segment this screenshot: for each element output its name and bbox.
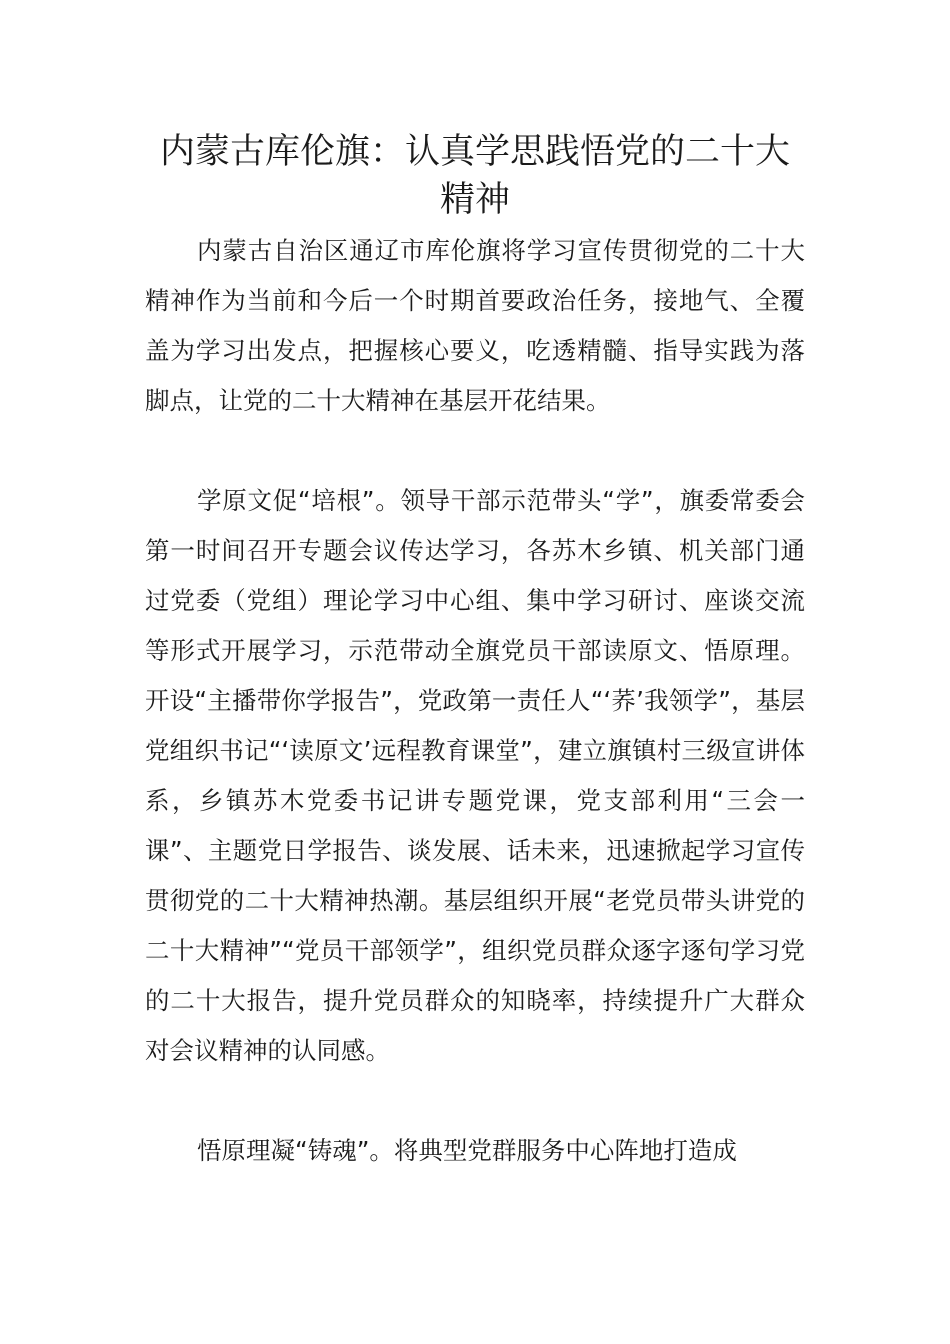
document-title: 内蒙古库伦旗：认真学思践悟党的二十大精神	[159, 132, 790, 220]
paragraph-study-original: 学原文促“培根”。领导干部示范带头“学”，旗委常委会第一时间召开专题会议传达学习，各苏木乡镇、机关部门通过党委（党组）理论学习中心组、集中学习研讨、座谈交流等形式开展学习，示范带动全旗党员干部读原文、悟原理。开设“主播带你学报告”，党政第一责任人“‘荞’我领学”，基层党组织书记“‘读原文’远程教育课堂”，建立旗镇村三级宣讲体系，乡镇苏木党委书记讲专题党课，党支部利用“三会一课”、主题党日学报告、谈发展、话未来，迅速掀起学习宣传贯彻党的二十大精神热潮。基层组织开展“老党员带头讲党的二十大精神”“党员干部领学”，组织党员群众逐字逐句学习党的二十大报告，提升党员群众的知晓率，持续提升广大群众对会议精神的认同感。	[145, 486, 805, 1065]
paragraph-intro: 内蒙古自治区通辽市库伦旗将学习宣传贯彻党的二十大精神作为当前和今后一个时期首要政治任务，接地气、全覆盖为学习出发点，把握核心要义，吃透精髓、指导实践为落脚点，让党的二十大精神在基层开花结果。	[145, 236, 805, 415]
document-body	[145, 226, 805, 1176]
paragraph-spacer	[145, 426, 805, 476]
paragraph-spacer	[145, 1076, 805, 1126]
paragraph-understand-principle: 悟原理凝“铸魂”。将典型党群服务中心阵地打造成	[197, 1136, 737, 1165]
